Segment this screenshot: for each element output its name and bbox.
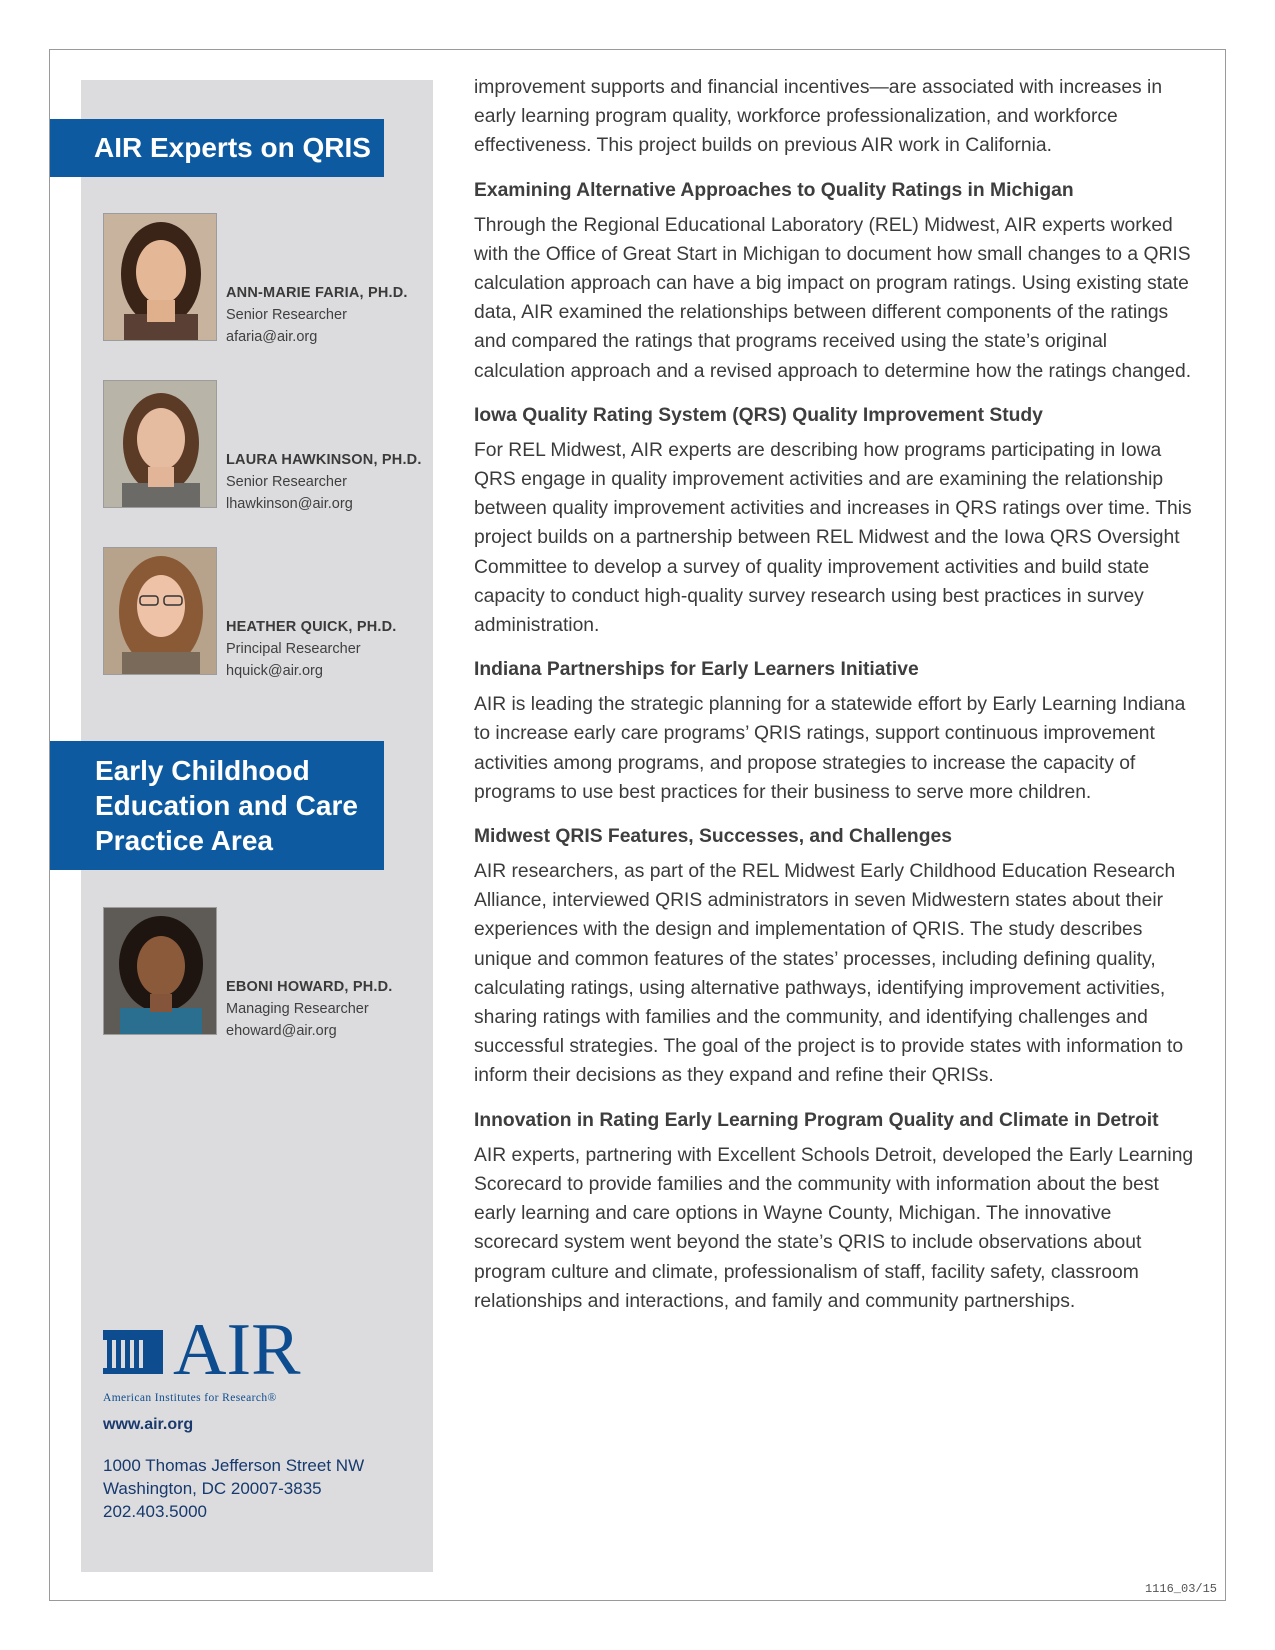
expert-photo [103, 380, 217, 508]
expert-photo [103, 547, 217, 675]
expert-name: ANN-MARIE FARIA, PH.D. [226, 285, 408, 301]
experts-banner: AIR Experts on QRIS [50, 119, 384, 177]
expert-name: HEATHER QUICK, PH.D. [226, 619, 397, 635]
expert-photo [103, 907, 217, 1035]
expert-name: EBONI HOWARD, PH.D. [226, 979, 393, 995]
expert-title: Principal Researcher [226, 641, 361, 657]
svg-text:AIR: AIR [173, 1318, 301, 1391]
expert-email[interactable]: hquick@air.org [226, 663, 323, 679]
expert-title: Managing Researcher [226, 1001, 369, 1017]
expert-title: Senior Researcher [226, 307, 347, 323]
main-content [474, 73, 1194, 1316]
expert-email[interactable]: lhawkinson@air.org [226, 496, 353, 512]
section-body: AIR researchers, as part of the REL Midwest Early Childhood Education Research Alliance, interviewed QRIS administrators in seven Midwestern states about their experiences with the design and implementation of QRIS. The study describes unique and common features of the states’ processes, including defining quality, calculating ratings, using alternative pathways, identifying improvement activities, sharing ratings with families and the community, and identifying challenges and successful strategies. The goal of the project is to provide states with information to inform their decisions as they expand and refine their QRISs. [474, 861, 1184, 1087]
section-heading: Iowa Quality Rating System (QRS) Quality Improvement Study [474, 404, 1043, 426]
section-body: Through the Regional Educational Laboratory (REL) Midwest, AIR experts worked with the Office of Great Start in Michigan to document how small changes to a QRIS calculation approach can have a big impact on program ratings. Using existing state data, AIR examined the relationships between different components of the ratings and compared the ratings that programs received using the state’s original calculation approach and a revised approach to determine how the ratings changed. [474, 214, 1192, 382]
air-pillar-icon [103, 1318, 333, 1394]
section-body: AIR experts, partnering with Excellent Schools Detroit, developed the Early Learning Scorecard to provide families and the community with information about the best early learning and care options in Wayne County, Michigan. The innovative scorecard system went beyond the state’s QRIS to include observations about program culture and climate, professionalism of staff, facility safety, classroom relationships and interactions, and family and community partnerships. [474, 1144, 1194, 1312]
section-heading: Examining Alternative Approaches to Quality Ratings in Michigan [474, 179, 1074, 201]
section-body: AIR is leading the strategic planning for a statewide effort by Early Learning Indiana to increase early care programs’ QRIS ratings, support continuous improvement activities among programs, and propose strategies to increase the capacity of programs to use best practices for their business to serve more children. [474, 694, 1186, 803]
section-body: For REL Midwest, AIR experts are describing how programs participating in Iowa QRS engage in quality improvement activities and are examining the relationship between quality improvement activities and increases in QRS ratings over time. This project builds on a partnership between REL Midwest and the Iowa QRS Oversight Committee to develop a survey of quality improvement activities and build state capacity to conduct high-quality survey research using best practices in survey administration. [474, 439, 1192, 637]
website-link[interactable]: www.air.org [103, 1416, 194, 1433]
section-heading: Innovation in Rating Early Learning Program Quality and Climate in Detroit [474, 1109, 1159, 1131]
section-heading: Midwest QRIS Features, Successes, and Challenges [474, 826, 952, 848]
phone-number: 202.403.5000 [103, 1502, 207, 1521]
intro-paragraph: improvement supports and financial incentives—are associated with increases in early learning program quality, workforce professionalization, and workforce effectiveness. This project builds on previous AIR work in California. [474, 77, 1163, 157]
logo-subtitle: American Institutes for Research® [103, 1392, 277, 1404]
address-block [103, 1454, 364, 1523]
document-code: 1116_03/15 [1144, 1582, 1217, 1596]
address-line: Washington, DC 20007-3835 [103, 1479, 322, 1498]
practice-area-banner: Early Childhood Education and Care Practice Area [50, 741, 384, 870]
expert-email[interactable]: afaria@air.org [226, 329, 318, 345]
expert-photo [103, 213, 217, 341]
address-line: 1000 Thomas Jefferson Street NW [103, 1456, 365, 1475]
expert-name: LAURA HAWKINSON, PH.D. [226, 452, 422, 468]
section-heading: Indiana Partnerships for Early Learners Initiative [474, 659, 919, 681]
expert-email[interactable]: ehoward@air.org [226, 1023, 337, 1039]
expert-title: Senior Researcher [226, 474, 347, 490]
